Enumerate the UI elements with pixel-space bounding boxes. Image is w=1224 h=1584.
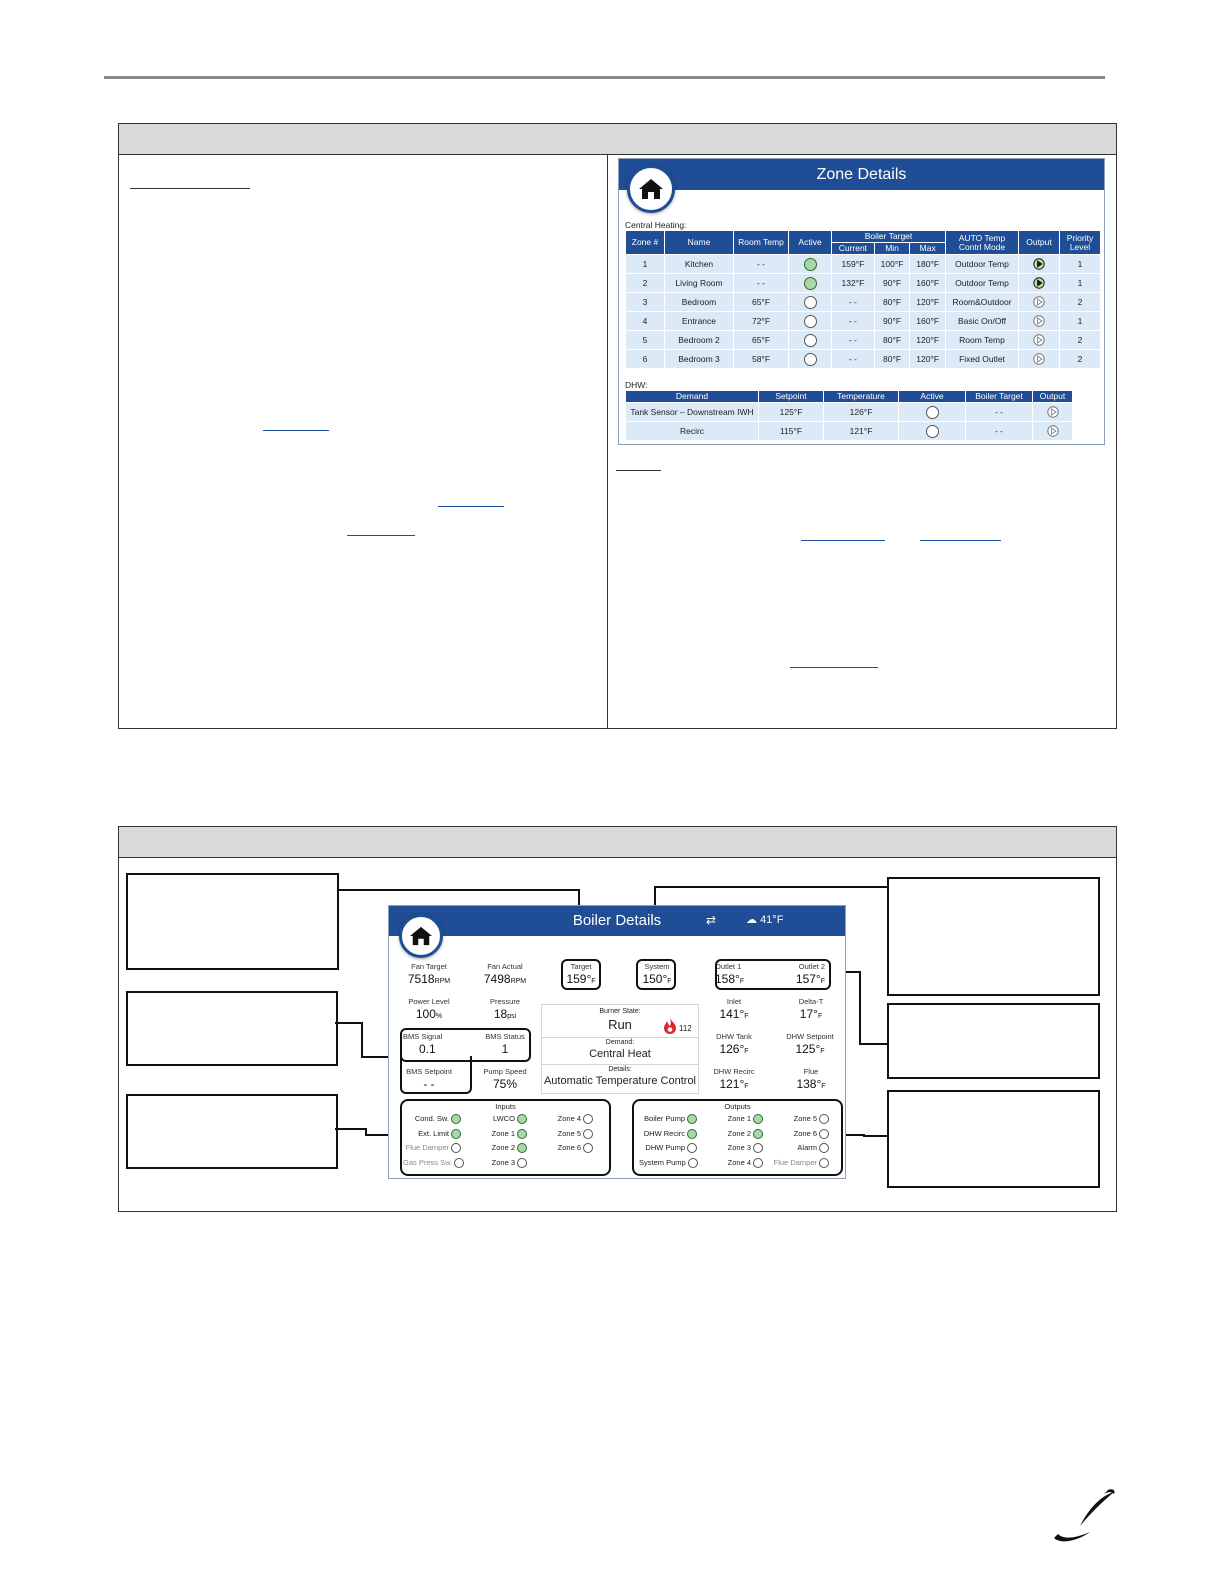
target-min: 100°F xyxy=(874,255,910,274)
io-indicator xyxy=(454,1158,464,1168)
zone-details-screen xyxy=(618,158,1105,445)
power-level: Power Level 100% xyxy=(408,997,450,1021)
control-mode: Fixed Outlet xyxy=(946,350,1019,369)
io-indicator xyxy=(753,1143,763,1153)
output-cell xyxy=(1019,274,1060,293)
link-underline xyxy=(347,535,415,536)
io-item xyxy=(639,1158,697,1168)
priority-level: 1 xyxy=(1060,274,1101,293)
zone-row[interactable] xyxy=(626,331,1101,350)
zone-number: 3 xyxy=(626,293,665,312)
inputs-title: Inputs xyxy=(495,1102,516,1111)
dhw-temperature: 126°F xyxy=(824,403,899,422)
col-zone: Zone # xyxy=(626,231,665,255)
dhw-demand: Tank Sensor – Downstream IWH xyxy=(626,403,759,422)
zone-number: 1 xyxy=(626,255,665,274)
target-current: 132°F xyxy=(832,274,875,293)
io-indicator xyxy=(451,1143,461,1153)
dhw-label: DHW: xyxy=(625,380,648,390)
active-cell xyxy=(789,350,832,369)
callout-box xyxy=(126,1094,338,1169)
io-label: DHW Recirc xyxy=(643,1128,685,1138)
connector-line xyxy=(863,1135,887,1137)
col-dhw-boiler-target: Boiler Target xyxy=(966,391,1033,403)
dhw-recirc: DHW Recirc 121°F xyxy=(713,1067,755,1091)
col-current: Current xyxy=(832,243,875,255)
active-cell xyxy=(789,312,832,331)
pump-speed: Pump Speed 75% xyxy=(483,1067,527,1091)
target-max: 160°F xyxy=(910,274,946,293)
col-name: Name xyxy=(665,231,734,255)
output-on-icon xyxy=(1033,277,1045,289)
io-indicator xyxy=(583,1143,593,1153)
io-item xyxy=(535,1129,593,1139)
active-cell xyxy=(789,274,832,293)
callout-box xyxy=(887,1003,1100,1079)
io-item xyxy=(403,1114,461,1124)
io-indicator xyxy=(753,1114,763,1124)
connector-line xyxy=(335,1128,367,1130)
link-underline xyxy=(438,506,504,507)
io-label: Flue Damper xyxy=(773,1157,817,1167)
status-indicator xyxy=(804,296,817,309)
zone-name: Bedroom 3 xyxy=(665,350,734,369)
zone-title-bar xyxy=(619,159,1104,190)
output-off-icon xyxy=(1033,315,1045,327)
status-indicator xyxy=(804,277,817,290)
control-mode: Room Temp xyxy=(946,331,1019,350)
zone-row[interactable] xyxy=(626,274,1101,293)
column-divider xyxy=(607,155,608,728)
burner-state-label: Burner State: xyxy=(599,1008,641,1015)
connector-line xyxy=(361,1022,363,1058)
home-icon xyxy=(638,177,664,201)
control-mode: Outdoor Temp xyxy=(946,274,1019,293)
dhw-active xyxy=(899,403,966,422)
details-label: Details: xyxy=(608,1066,632,1073)
connector-line xyxy=(335,1022,363,1024)
output-cell xyxy=(1019,255,1060,274)
col-max: Max xyxy=(910,243,946,255)
home-button[interactable] xyxy=(399,914,443,958)
col-priority: Priority Level xyxy=(1060,231,1101,255)
target-min: 80°F xyxy=(874,293,910,312)
outlet-highlight xyxy=(715,959,831,990)
target-temp: Target 159°F xyxy=(566,962,596,986)
section-header-bar xyxy=(119,124,1116,155)
io-label: Zone 6 xyxy=(557,1143,581,1152)
active-cell xyxy=(789,331,832,350)
dhw-setpoint: 125°F xyxy=(759,403,824,422)
status-indicator xyxy=(804,334,817,347)
dhw-temperature: 121°F xyxy=(824,422,899,441)
target-max: 160°F xyxy=(910,312,946,331)
callout-box xyxy=(887,877,1100,996)
col-active: Active xyxy=(789,231,832,255)
demand-label: Demand: xyxy=(605,1039,635,1046)
heading-underline xyxy=(130,188,250,189)
dhw-tank: DHW Tank 126°F xyxy=(716,1032,752,1056)
io-label: Zone 2 xyxy=(491,1143,515,1152)
col-dhw-output: Output xyxy=(1033,391,1073,403)
zone-row[interactable] xyxy=(626,255,1101,274)
boiler-screen-title: Boiler Details xyxy=(572,912,662,929)
io-indicator xyxy=(819,1114,829,1124)
panel-divider xyxy=(542,1037,698,1038)
col-room-temp: Room Temp xyxy=(734,231,789,255)
io-label: DHW Pump xyxy=(645,1143,685,1152)
link-underline xyxy=(790,667,878,668)
io-label: Zone 5 xyxy=(557,1128,581,1138)
priority-level: 2 xyxy=(1060,293,1101,312)
outdoor-temp: 41°F xyxy=(760,914,784,926)
flue-temp: Flue 138°F xyxy=(796,1067,826,1091)
output-cell xyxy=(1019,312,1060,331)
status-indicator xyxy=(804,258,817,271)
target-highlight xyxy=(561,959,601,990)
zone-name: Living Room xyxy=(665,274,734,293)
priority-level: 1 xyxy=(1060,312,1101,331)
io-label: Zone 5 xyxy=(793,1114,817,1123)
io-item xyxy=(771,1158,829,1168)
dhw-output xyxy=(1033,422,1073,441)
io-item xyxy=(639,1143,697,1153)
dhw-target: - - xyxy=(966,403,1033,422)
room-temp: 65°F xyxy=(734,331,789,350)
io-label: Cond. Sw. xyxy=(414,1114,449,1123)
io-indicator xyxy=(583,1129,593,1139)
io-item xyxy=(705,1158,763,1168)
pressure: Pressure 18psi xyxy=(489,997,520,1021)
col-boiler-target: Boiler Target xyxy=(832,231,946,243)
io-indicator xyxy=(517,1143,527,1153)
header-rule xyxy=(104,76,1105,79)
io-label: Alarm xyxy=(797,1143,817,1152)
dhw-output xyxy=(1033,403,1073,422)
io-label: System Pump xyxy=(639,1157,686,1167)
target-max: 120°F xyxy=(910,293,946,312)
panel-divider xyxy=(542,1064,698,1065)
target-max: 180°F xyxy=(910,255,946,274)
priority-level: 2 xyxy=(1060,350,1101,369)
io-indicator xyxy=(819,1129,829,1139)
target-min: 90°F xyxy=(874,274,910,293)
io-item xyxy=(403,1129,461,1139)
target-current: - - xyxy=(832,331,875,350)
brand-logo xyxy=(1050,1488,1118,1546)
io-indicator xyxy=(583,1114,593,1124)
active-cell xyxy=(789,255,832,274)
zone-row[interactable] xyxy=(626,350,1101,369)
inlet-temp: Inlet 141°F xyxy=(719,997,749,1021)
io-label: Zone 1 xyxy=(727,1114,751,1123)
col-demand: Demand xyxy=(626,391,759,403)
zone-name: Kitchen xyxy=(665,255,734,274)
output-cell xyxy=(1019,331,1060,350)
control-mode: Room&Outdoor xyxy=(946,293,1019,312)
zone-number: 6 xyxy=(626,350,665,369)
io-item xyxy=(469,1158,527,1168)
io-indicator xyxy=(819,1143,829,1153)
zone-row[interactable] xyxy=(626,293,1101,312)
io-indicator xyxy=(451,1114,461,1124)
dhw-setpoint: 115°F xyxy=(759,422,824,441)
col-temperature: Temperature xyxy=(824,391,899,403)
io-item xyxy=(535,1143,593,1153)
burner-state: Run xyxy=(608,1017,632,1032)
link-underline xyxy=(801,540,885,541)
zone-details-section xyxy=(118,123,1117,729)
io-label: Zone 1 xyxy=(491,1128,515,1138)
io-label: Boiler Pump xyxy=(644,1114,685,1123)
output-off-icon xyxy=(1033,353,1045,365)
target-max: 120°F xyxy=(910,331,946,350)
io-indicator xyxy=(517,1158,527,1168)
active-cell xyxy=(789,293,832,312)
demand-value: Central Heat xyxy=(589,1048,651,1060)
output-off-icon xyxy=(1047,406,1059,418)
bms-status: BMS Status 1 xyxy=(485,1032,525,1056)
target-min: 90°F xyxy=(874,312,910,331)
io-item xyxy=(705,1143,763,1153)
fan-target: Fan Target 7518RPM xyxy=(407,962,451,986)
boiler-details-screen xyxy=(388,905,846,1179)
io-item xyxy=(469,1143,527,1153)
io-item xyxy=(705,1114,763,1124)
dhw-row[interactable] xyxy=(626,422,1073,441)
status-indicator xyxy=(804,353,817,366)
room-temp: - - xyxy=(734,255,789,274)
system-highlight xyxy=(636,959,676,990)
zone-screen-title: Zone Details xyxy=(816,166,907,183)
io-item xyxy=(639,1129,697,1139)
control-mode: Basic On/Off xyxy=(946,312,1019,331)
flame-signal: 112 xyxy=(679,1024,692,1033)
dhw-demand: Recirc xyxy=(626,422,759,441)
outlet-2-temp: Outlet 2 157°F xyxy=(795,962,825,986)
room-temp: 65°F xyxy=(734,293,789,312)
io-label: Zone 4 xyxy=(557,1114,581,1123)
bms-signal: BMS Signal 0.1 xyxy=(403,1032,443,1056)
zone-name: Bedroom xyxy=(665,293,734,312)
callout-box xyxy=(126,991,338,1066)
zone-number: 4 xyxy=(626,312,665,331)
io-indicator xyxy=(687,1114,697,1124)
output-off-icon xyxy=(1033,296,1045,308)
io-label: Flue Damper xyxy=(405,1143,449,1152)
zone-name: Bedroom 2 xyxy=(665,331,734,350)
io-item xyxy=(403,1158,461,1168)
priority-level: 1 xyxy=(1060,255,1101,274)
zone-number: 5 xyxy=(626,331,665,350)
dhw-setpoint: DHW Setpoint 125°F xyxy=(786,1032,834,1056)
io-indicator xyxy=(688,1158,698,1168)
dhw-target: - - xyxy=(966,422,1033,441)
target-min: 80°F xyxy=(874,350,910,369)
zone-row[interactable] xyxy=(626,312,1101,331)
section-header-bar xyxy=(119,827,1116,858)
home-button[interactable] xyxy=(627,165,675,213)
io-indicator xyxy=(687,1129,697,1139)
io-indicator xyxy=(517,1114,527,1124)
cloud-sun-icon: ☁ xyxy=(746,914,757,926)
col-setpoint: Setpoint xyxy=(759,391,824,403)
target-min: 80°F xyxy=(874,331,910,350)
dhw-table xyxy=(625,390,1073,441)
io-item xyxy=(771,1129,829,1139)
io-item xyxy=(771,1143,829,1153)
details-value: Automatic Temperature Control xyxy=(543,1075,697,1087)
io-label: Zone 2 xyxy=(727,1128,751,1138)
io-label: Zone 3 xyxy=(491,1157,515,1167)
control-mode: Outdoor Temp xyxy=(946,255,1019,274)
io-label: Zone 6 xyxy=(793,1128,817,1138)
dhw-active xyxy=(899,422,966,441)
io-indicator xyxy=(753,1129,763,1139)
io-label: Zone 4 xyxy=(727,1157,751,1167)
fan-actual: Fan Actual 7498RPM xyxy=(483,962,527,986)
io-indicator xyxy=(451,1129,461,1139)
io-indicator xyxy=(819,1158,829,1168)
io-label: Gas Press Sw. xyxy=(403,1157,453,1167)
io-item xyxy=(705,1129,763,1139)
output-cell xyxy=(1019,350,1060,369)
status-panel xyxy=(541,1004,699,1094)
system-temp: System 150°F xyxy=(642,962,672,986)
status-indicator xyxy=(926,425,939,438)
connector-line xyxy=(859,1043,887,1045)
outlet-1-temp: Outlet 1 158°F xyxy=(715,962,745,986)
col-dhw-active: Active xyxy=(899,391,966,403)
link-underline xyxy=(263,430,329,431)
io-item xyxy=(771,1114,829,1124)
bms-setpoint: BMS Setpoint - - xyxy=(406,1067,452,1091)
link-underline xyxy=(920,540,1001,541)
io-item xyxy=(403,1143,461,1153)
callout-box xyxy=(126,873,339,970)
central-heating-label: Central Heating: xyxy=(625,220,687,230)
connector-line xyxy=(337,889,580,891)
target-current: - - xyxy=(832,350,875,369)
room-temp: - - xyxy=(734,274,789,293)
col-auto-temp: AUTO Temp Contrl Mode xyxy=(946,231,1019,255)
io-item xyxy=(469,1114,527,1124)
target-current: - - xyxy=(832,312,875,331)
priority-level: 2 xyxy=(1060,331,1101,350)
io-item xyxy=(535,1114,593,1124)
col-output: Output xyxy=(1019,231,1060,255)
status-indicator xyxy=(804,315,817,328)
io-indicator xyxy=(517,1129,527,1139)
target-current: 159°F xyxy=(832,255,875,274)
output-off-icon xyxy=(1033,334,1045,346)
io-item xyxy=(639,1114,697,1124)
io-indicator xyxy=(687,1143,697,1153)
outputs-title: Outputs xyxy=(724,1102,751,1111)
io-label: Zone 3 xyxy=(727,1143,751,1152)
zone-name: Entrance xyxy=(665,312,734,331)
output-off-icon xyxy=(1047,425,1059,437)
callout-box xyxy=(887,1090,1100,1188)
target-max: 120°F xyxy=(910,350,946,369)
io-indicator xyxy=(753,1158,763,1168)
io-label: LWCO xyxy=(493,1114,515,1123)
output-cell xyxy=(1019,293,1060,312)
target-current: - - xyxy=(832,293,875,312)
zone-number: 2 xyxy=(626,274,665,293)
dhw-row[interactable] xyxy=(626,403,1073,422)
status-indicator xyxy=(926,406,939,419)
connector-line xyxy=(859,971,861,1045)
network-icon: ⇄ xyxy=(706,913,717,927)
home-icon xyxy=(409,925,433,947)
delta-t: Delta-T 17°F xyxy=(798,997,824,1021)
output-on-icon xyxy=(1033,258,1045,270)
zone-table xyxy=(625,230,1101,369)
io-label: Ext. Limit xyxy=(418,1128,449,1138)
connector-line xyxy=(654,886,887,888)
room-temp: 58°F xyxy=(734,350,789,369)
io-item xyxy=(469,1129,527,1139)
room-temp: 72°F xyxy=(734,312,789,331)
outdoor-weather xyxy=(746,913,783,926)
note-heading-underline xyxy=(616,470,661,471)
col-min: Min xyxy=(874,243,910,255)
